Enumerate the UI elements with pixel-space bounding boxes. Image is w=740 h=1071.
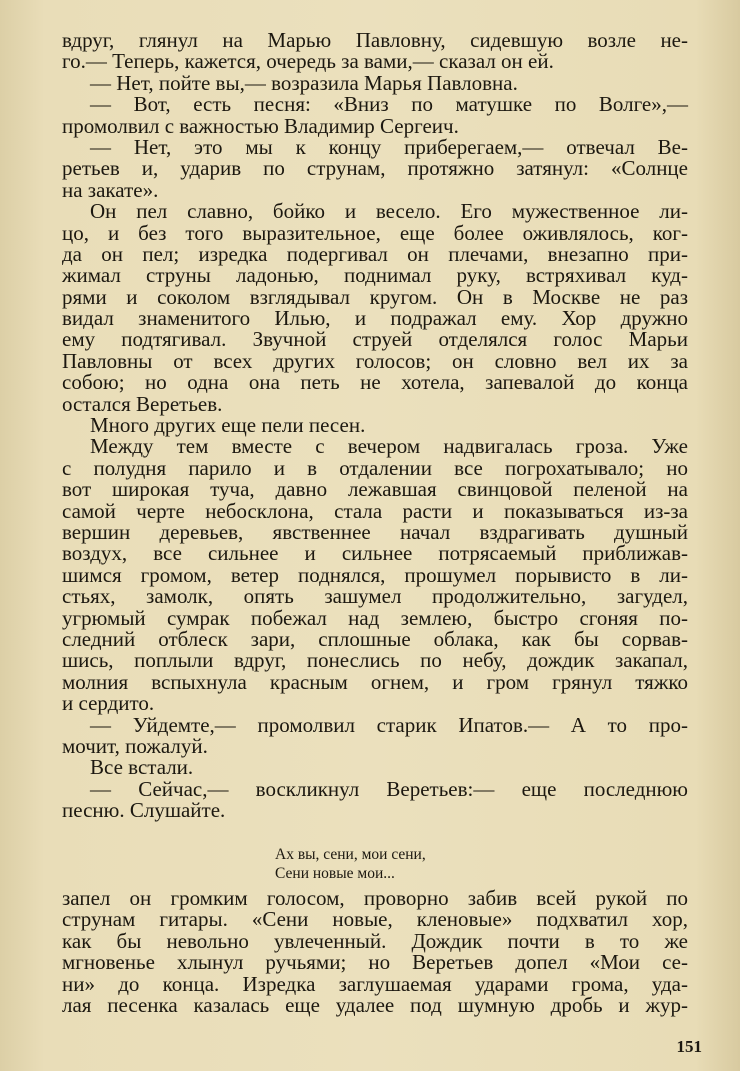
text-line: шимся громом, ветер поднялся, прошумел порывисто в ли-	[62, 562, 688, 587]
text-line: промолвил с важностью Владимир Сергеич.	[62, 113, 459, 138]
text-line: — Вот, есть песня: «Вниз по матушке по Волге»,—	[90, 92, 688, 117]
text-line: как бы невольно увлеченный. Дождик почти в то же	[62, 928, 688, 953]
text-line: песню. Слушайте.	[62, 798, 226, 823]
text-line: — Нет, это мы к концу приберегаем,— отвечал Ве-	[90, 134, 688, 159]
text-line: — Сейчас,— воскликнул Веретьев:— еще последнюю	[90, 776, 688, 801]
text-line: видал знаменитого Илью, и подражал ему. Хор дружно	[62, 306, 688, 331]
text-line: запел он громким голосом, проворно забив всей рукой по	[62, 886, 688, 910]
text-line: — Нет, пойте вы,— возразила Марья Павловна.	[90, 70, 518, 95]
text-line: стьях, замолк, опять зашумел продолжительно, загудел,	[62, 584, 688, 609]
text-line: вдруг, глянул на Марью Павловну, сидевшую возле не-	[62, 28, 688, 52]
text-line: ему подтягивал. Звучной струей отделялся голос Марьи	[62, 327, 688, 352]
text-line: Павловны от всех других голосов; он словно вел их за	[62, 348, 688, 373]
main-text-block	[62, 30, 688, 821]
text-line: Он пел славно, бойко и весело. Его мужественное ли-	[90, 199, 688, 224]
text-line: самой черте небосклона, стала расти и показываться из-за	[62, 498, 688, 523]
text-line: мгновенье хлынул ручьями; но Веретьев допел «Мои се-	[62, 950, 688, 975]
text-line: на закате».	[62, 177, 159, 202]
text-line: Все встали.	[90, 755, 194, 780]
text-line: с полудня парило и в отдалении все погрохатывало; но	[62, 455, 688, 480]
text-line: воздух, все сильнее и сильнее потрясаемый приближав-	[62, 541, 688, 566]
text-line: вот широкая туча, давно лежавшая свинцовой пеленой на	[62, 477, 688, 502]
text-line: шись, поплыли вдруг, понеслись по небу, дождик закапал,	[62, 648, 688, 673]
page-number: 151	[676, 1037, 702, 1056]
text-line: остался Веретьев.	[62, 391, 223, 416]
text-line: собою; но одна она петь не хотела, запевалой до конца	[62, 370, 688, 395]
text-line: молния вспыхнула красным огнем, и гром грянул тяжко	[62, 669, 688, 694]
continuation-text-block	[62, 888, 688, 1016]
text-line: ретьев и, ударив по струнам, протяжно затянул: «Солнце	[62, 156, 688, 181]
text-line: струнам гитары. «Сени новые, кленовые» подхватил хор,	[62, 907, 688, 932]
text-line: лая песенка казалась еще удалее под шумную дробь и жур-	[62, 992, 688, 1017]
verse-line: Ах вы, сени, мои сени,	[275, 846, 426, 863]
text-line: вершин деревьев, явственнее начал вздрагивать душный	[62, 519, 688, 544]
text-line: го.— Теперь, кажется, очередь за вами,— сказал он ей.	[62, 49, 554, 74]
text-line: рями и соколом взглядывал кругом. Он в Москве не раз	[62, 284, 688, 309]
text-line: Между тем вместе с вечером надвигалась гроза. Уже	[90, 434, 688, 459]
text-line: ни» до конца. Изредка заглушаемая ударами грома, уда-	[62, 971, 688, 996]
text-line: да он пел; изредка подергивал он плечами, внезапно при-	[62, 241, 688, 266]
text-line: мочит, пожалуй.	[62, 733, 208, 758]
text-line: цо, и без того выразительное, еще более оживлялось, ког-	[62, 220, 688, 245]
text-line: угрюмый сумрак побежал над землею, быстро сгоняя по-	[62, 605, 688, 630]
text-line: жимал струны ладонью, поднимал руку, встряхивал куд-	[62, 263, 688, 288]
song-verse	[275, 845, 426, 883]
text-line: — Уйдемте,— промолвил старик Ипатов.— А то про-	[90, 712, 688, 737]
verse-line: Сени новые мои...	[275, 865, 395, 882]
text-line: и сердито.	[62, 691, 155, 716]
text-line: Много других еще пели песен.	[90, 413, 366, 438]
text-line: следний отблеск зари, сплошные облака, как бы сорвав-	[62, 626, 688, 651]
